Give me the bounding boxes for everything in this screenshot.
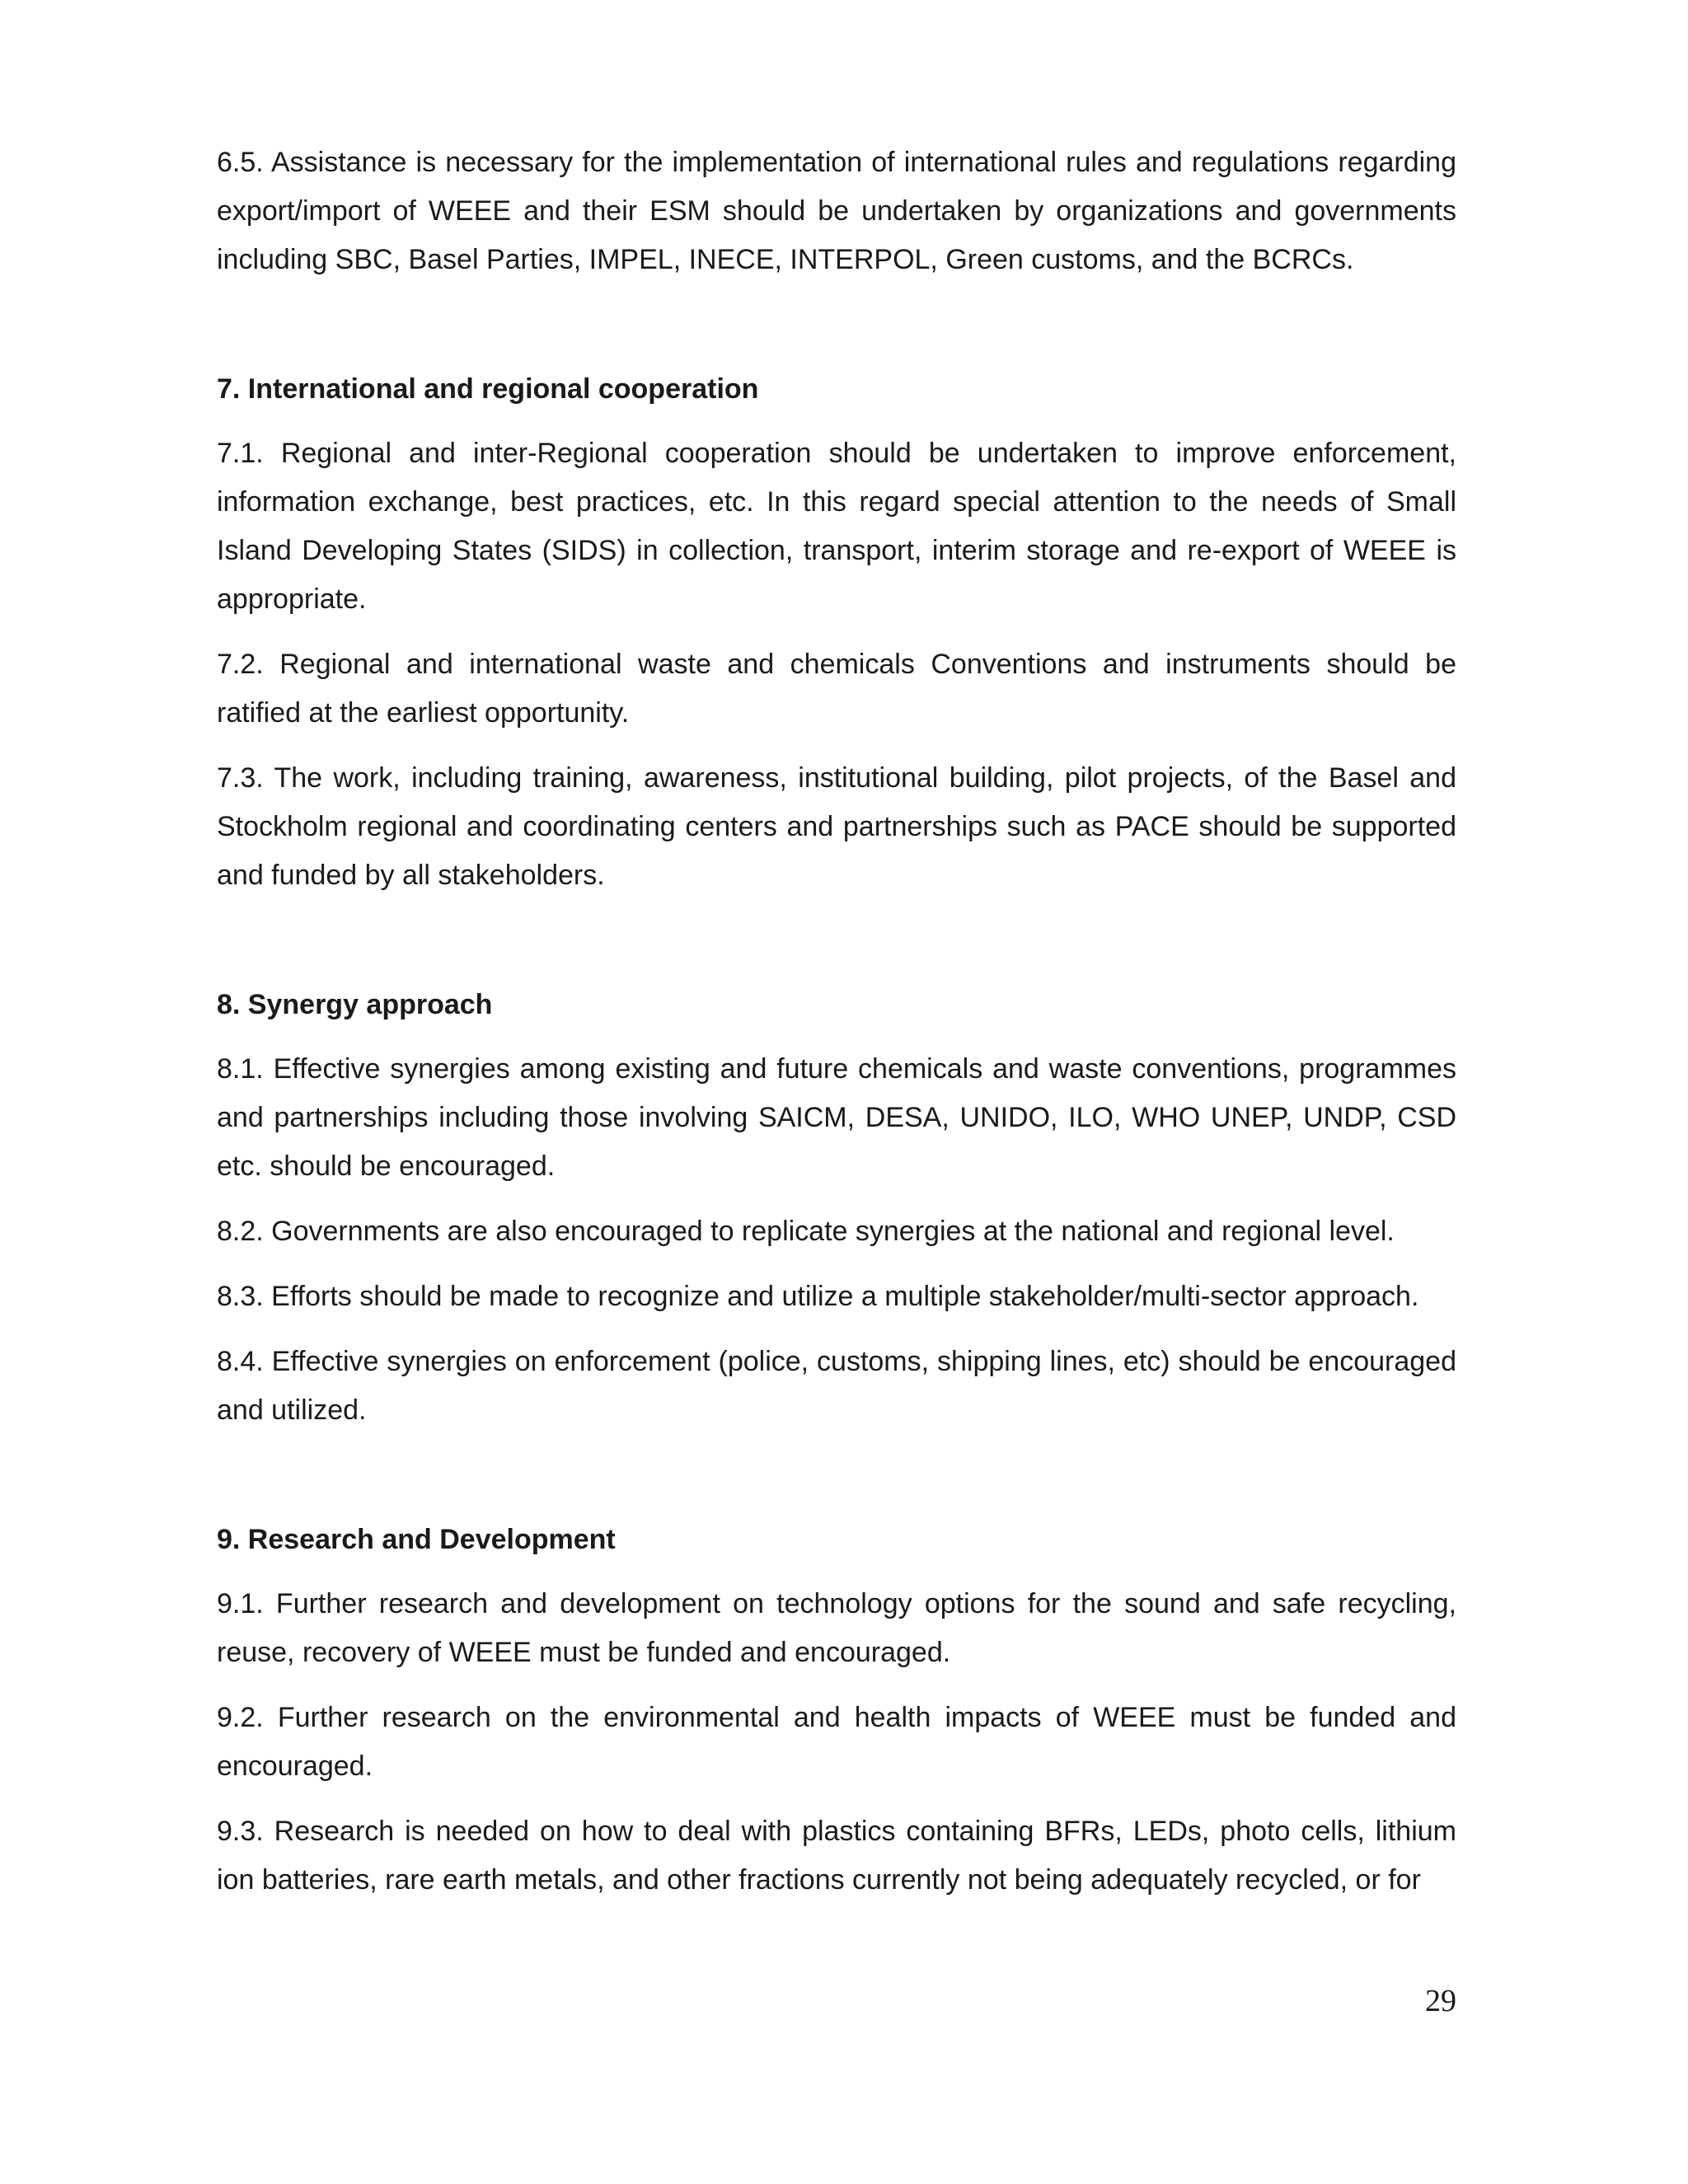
paragraph-8-2: 8.2. Governments are also encouraged to replicate synergies at the national and regional level. (217, 1216, 1395, 1247)
document-page (217, 138, 1456, 1921)
paragraph-9-1: 9.1. Further research and development on technology options for the sound and safe recycling, reuse, recovery of WEEE must be funded and encouraged. (217, 1588, 1456, 1668)
section-6-continued (217, 138, 1456, 284)
section-heading-8: 8. Synergy approach (217, 989, 493, 1020)
section-heading-7: 7. International and regional cooperation (217, 373, 759, 405)
paragraph-7-2: 7.2. Regional and international waste and chemicals Conventions and instruments should be ratified at the earliest opportunity. (217, 649, 1456, 729)
paragraph-8-1: 8.1. Effective synergies among existing and future chemicals and waste conventions, programmes and partnerships including those involving SAICM, DESA, UNIDO, ILO, WHO UNEP, UNDP, CSD etc. should be encouraged. (217, 1053, 1456, 1182)
paragraph-8-3: 8.3. Efforts should be made to recognize and utilize a multiple stakeholder/multi-sector approach. (217, 1281, 1419, 1312)
paragraph-9-3: 9.3. Research is needed on how to deal with plastics containing BFRs, LEDs, photo cells, lithium ion batteries, rare earth metals, and other fractions currently not being adequately recycled, or for (217, 1816, 1456, 1896)
paragraph-8-4: 8.4. Effective synergies on enforcement (police, customs, shipping lines, etc) should be encouraged and utilized. (217, 1346, 1456, 1426)
paragraph-7-1: 7.1. Regional and inter-Regional cooperation should be undertaken to improve enforcement, information exchange, best practices, etc. In this regard special attention to the needs of Small Island Developing States (SIDS) in collection, transport, interim storage and re-export of WEEE is appropriate. (217, 438, 1456, 615)
paragraph-6-5: 6.5. Assistance is necessary for the implementation of international rules and regulations regarding export/import of WEEE and their ESM should be undertaken by organizations and governments including SBC, Basel Parties, IMPEL, INECE, INTERPOL, Green customs, and the BCRCs. (217, 147, 1456, 275)
paragraph-9-2: 9.2. Further research on the environmental and health impacts of WEEE must be funded and encouraged. (217, 1702, 1456, 1782)
section-8 (217, 981, 1456, 1435)
section-heading-9: 9. Research and Development (217, 1524, 616, 1555)
paragraph-7-3: 7.3. The work, including training, awareness, institutional building, pilot projects, of the Basel and Stockholm regional and coordinating centers and partnerships such as PACE should be supported and funded by all stakeholders. (217, 762, 1456, 891)
section-9 (217, 1516, 1456, 1905)
section-7 (217, 365, 1456, 900)
page-number: 29 (1425, 1984, 1456, 2018)
